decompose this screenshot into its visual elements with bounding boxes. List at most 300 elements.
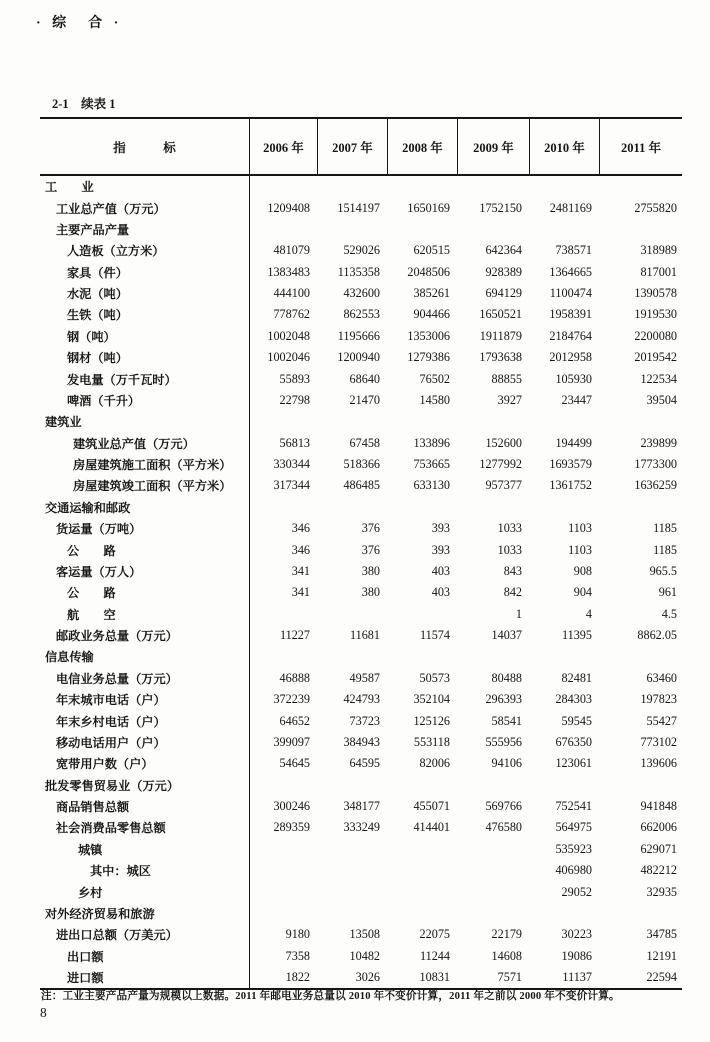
table-row [40,262,682,283]
value-cell: 139606 [640,756,677,771]
value-cell: 1 [515,606,522,621]
value-cell: 1752150 [479,200,522,215]
value-cell: 444100 [273,286,310,301]
value-cell: 317344 [273,478,310,493]
value-cell [530,219,600,240]
value-cell [530,176,600,197]
table-row [40,625,682,646]
value-cell: 80488 [491,670,522,685]
value-cell: 194499 [555,435,592,450]
row-label: 宽带用户数（户） [40,753,250,774]
header-year-cell: 2011 年 [621,140,661,155]
row-label: 城镇 [40,839,250,860]
value-cell: 10831 [419,970,450,985]
value-cell: 1103 [568,542,592,557]
value-cell [318,497,388,518]
value-cell [250,411,318,432]
value-cell: 1364665 [549,264,592,279]
value-cell: 341 [291,585,310,600]
value-cell [388,839,458,860]
value-cell [458,839,530,860]
value-cell: 961 [658,585,677,600]
row-label: 对外经济贸易和旅游 [40,903,250,924]
value-cell: 2200080 [634,328,677,343]
value-cell: 1209408 [267,200,310,215]
value-cell [458,775,530,796]
table-row [40,368,682,389]
value-cell: 22798 [279,392,310,407]
header-year-cell: 2008 年 [388,119,458,174]
value-cell: 564975 [555,820,592,835]
table-row [40,240,682,261]
table-row [40,561,682,582]
table-row [40,881,682,902]
value-cell [318,860,388,881]
value-cell: 82006 [419,756,450,771]
value-cell: 2048506 [407,264,450,279]
table-body [40,176,682,988]
value-cell: 300246 [273,799,310,814]
value-cell: 403 [431,563,450,578]
value-cell: 1033 [497,542,522,557]
table-row [40,347,682,368]
table-header [40,119,682,176]
value-cell [458,497,530,518]
value-cell: 30223 [561,927,592,942]
row-label: 人造板（立方米） [40,240,250,261]
value-cell: 88855 [491,371,522,386]
value-cell [250,604,318,625]
table-caption: 2-1 续表 1 [52,97,116,111]
value-cell: 1135358 [337,264,380,279]
value-cell [388,903,458,924]
value-cell [250,775,318,796]
value-cell: 122534 [640,371,677,386]
value-cell: 676350 [555,734,592,749]
row-label: 水泥（吨） [40,283,250,304]
value-cell: 1361752 [549,478,592,493]
value-cell [600,646,682,667]
value-cell [318,176,388,197]
value-cell: 1277992 [479,457,522,472]
row-label: 交通运输和邮政 [40,497,250,518]
value-cell: 56813 [279,435,310,450]
value-cell: 2019542 [634,350,677,365]
row-label: 公 路 [40,582,250,603]
value-cell: 58541 [491,713,522,728]
value-cell: 553118 [413,734,450,749]
value-cell: 843 [503,563,522,578]
value-cell: 403 [431,585,450,600]
row-label: 建筑业 [40,411,250,432]
value-cell: 778762 [273,307,310,322]
value-cell: 11395 [561,628,592,643]
table-row [40,796,682,817]
value-cell: 3927 [497,392,522,407]
value-cell [318,903,388,924]
table-row [40,689,682,710]
table-row [40,604,682,625]
table-row [40,860,682,881]
value-cell: 384943 [343,734,380,749]
table-row [40,839,682,860]
row-label: 乡村 [40,881,250,902]
value-cell: 393 [431,521,450,536]
value-cell: 4 [585,606,592,621]
value-cell: 9180 [285,927,310,942]
row-label: 其中：城区 [40,860,250,881]
row-label: 房屋建筑施工面积（平方米） [40,454,250,475]
value-cell: 752541 [555,799,592,814]
row-label: 工业总产值（万元） [40,197,250,218]
value-cell: 289359 [273,820,310,835]
value-cell [458,860,530,881]
value-cell: 1822 [285,970,310,985]
value-cell: 662006 [640,820,677,835]
value-cell: 518366 [343,457,380,472]
value-cell [600,411,682,432]
value-cell: 94106 [491,756,522,771]
value-cell: 1773300 [634,457,677,472]
row-label: 信息传输 [40,646,250,667]
value-cell: 76502 [419,371,450,386]
table-row [40,967,682,988]
row-label: 房屋建筑竣工面积（平方米） [40,475,250,496]
row-label: 年末乡村电话（户） [40,710,250,731]
table-row [40,475,682,496]
row-label: 进出口总额（万美元） [40,924,250,945]
value-cell: 14608 [491,948,522,963]
value-cell: 55893 [279,371,310,386]
table-row [40,582,682,603]
row-label: 发电量（万千瓦时） [40,368,250,389]
row-label: 商品销售总额 [40,796,250,817]
value-cell: 904 [573,585,592,600]
page-number: 8 [40,1005,47,1020]
value-cell: 1103 [568,521,592,536]
value-cell: 1353006 [407,328,450,343]
value-cell: 620515 [413,243,450,258]
value-cell: 535923 [555,841,592,856]
value-cell [388,881,458,902]
value-cell: 1650169 [407,200,450,215]
value-cell [388,411,458,432]
value-cell: 1793638 [479,350,522,365]
value-cell: 73723 [349,713,380,728]
value-cell: 1383483 [267,264,310,279]
value-cell: 22075 [419,927,450,942]
value-cell: 3026 [355,970,380,985]
value-cell: 64652 [279,713,310,728]
value-cell: 284303 [555,692,592,707]
value-cell: 372239 [273,692,310,707]
value-cell: 123061 [555,756,592,771]
value-cell [530,497,600,518]
value-cell: 11244 [419,948,450,963]
value-cell: 482212 [640,863,677,878]
value-cell [600,775,682,796]
value-cell [250,176,318,197]
value-cell [250,646,318,667]
value-cell [318,881,388,902]
value-cell: 555956 [485,734,522,749]
value-cell [458,903,530,924]
value-cell: 406980 [555,863,592,878]
value-cell: 817001 [640,264,677,279]
row-label: 客运量（万人） [40,561,250,582]
value-cell: 11137 [562,970,592,985]
value-cell: 46888 [279,670,310,685]
value-cell [318,646,388,667]
value-cell: 376 [361,542,380,557]
value-cell: 1514197 [337,200,380,215]
row-label: 进口额 [40,967,250,988]
table-row [40,817,682,838]
category-header: · 综 合 · [36,16,123,31]
row-label: 出口额 [40,946,250,967]
table-row [40,539,682,560]
value-cell: 32935 [646,884,677,899]
value-cell: 68640 [349,371,380,386]
value-cell: 1911879 [479,328,522,343]
value-cell: 63460 [646,670,677,685]
value-cell: 7358 [285,948,310,963]
value-cell [250,219,318,240]
row-label: 年末城市电话（户） [40,689,250,710]
value-cell [318,775,388,796]
value-cell: 7571 [497,970,522,985]
value-cell: 11574 [419,628,450,643]
value-cell [318,839,388,860]
value-cell [388,646,458,667]
value-cell: 928389 [485,264,522,279]
value-cell: 1100474 [549,286,592,301]
value-cell [530,411,600,432]
value-cell: 318989 [640,243,677,258]
value-cell: 133896 [413,435,450,450]
header-year-cell: 2010 年 [530,119,600,174]
value-cell: 486485 [343,478,380,493]
value-cell [250,903,318,924]
value-cell: 19086 [561,948,592,963]
value-cell: 11681 [349,628,380,643]
value-cell: 1185 [653,542,677,557]
value-cell: 67458 [349,435,380,450]
value-cell: 941848 [640,799,677,814]
value-cell: 1200940 [337,350,380,365]
value-cell: 49587 [349,670,380,685]
value-cell: 414401 [413,820,450,835]
value-cell: 529026 [343,243,380,258]
value-cell [250,881,318,902]
table-row [40,668,682,689]
value-cell: 10482 [349,948,380,963]
value-cell: 957377 [485,478,522,493]
value-cell: 1693579 [549,457,592,472]
value-cell: 1195666 [337,328,380,343]
value-cell [600,176,682,197]
value-cell: 14037 [491,628,522,643]
value-cell: 333249 [343,820,380,835]
value-cell: 22179 [491,927,522,942]
value-cell: 455071 [413,799,450,814]
value-cell [600,903,682,924]
value-cell: 399097 [273,734,310,749]
value-cell: 39504 [646,392,677,407]
value-cell [388,497,458,518]
table-row [40,924,682,945]
table-row [40,411,682,432]
value-cell: 341 [291,563,310,578]
value-cell [458,219,530,240]
value-cell: 862553 [343,307,380,322]
value-cell [318,411,388,432]
value-cell: 22594 [646,970,677,985]
row-label: 钢（吨） [40,326,250,347]
value-cell [250,497,318,518]
value-cell: 642364 [485,243,522,258]
value-cell: 352104 [413,692,450,707]
value-cell [530,775,600,796]
value-cell [318,604,388,625]
row-label: 批发零售贸易业（万元） [40,775,250,796]
value-cell: 738571 [555,243,592,258]
value-cell [458,411,530,432]
value-cell: 842 [503,585,522,600]
value-cell: 23447 [561,392,592,407]
value-cell: 1650521 [479,307,522,322]
table-row [40,219,682,240]
row-label: 移动电话用户（户） [40,732,250,753]
value-cell: 346 [291,542,310,557]
value-cell: 424793 [343,692,380,707]
row-label: 主要产品产量 [40,219,250,240]
value-cell: 14580 [419,392,450,407]
table-note: 注：工业主要产品产量为规模以上数据。2011 年邮电业务总量以 2010 年不变价计算，2011 年之前以 2000 年不变价计算。 [41,991,620,1002]
value-cell: 8862.05 [637,628,677,643]
value-cell: 50573 [419,670,450,685]
value-cell: 380 [361,585,380,600]
value-cell: 376 [361,521,380,536]
value-cell: 55427 [646,713,677,728]
value-cell: 197823 [640,692,677,707]
value-cell: 476580 [485,820,522,835]
row-label: 工 业 [40,176,250,197]
row-label: 公 路 [40,539,250,560]
value-cell [388,604,458,625]
row-label: 邮政业务总量（万元） [40,625,250,646]
value-cell: 569766 [485,799,522,814]
value-cell [530,646,600,667]
table-row [40,753,682,774]
table-row [40,646,682,667]
table-row [40,454,682,475]
table-row [40,176,682,197]
value-cell [388,775,458,796]
value-cell: 12191 [646,948,677,963]
value-cell: 1279386 [407,350,450,365]
value-cell: 629071 [640,841,677,856]
value-cell: 694129 [485,286,522,301]
table-row [40,732,682,753]
table-row [40,304,682,325]
table-row [40,903,682,924]
value-cell: 2481169 [549,200,592,215]
table-row [40,283,682,304]
value-cell: 239899 [640,435,677,450]
value-cell [458,881,530,902]
value-cell: 1958391 [549,307,592,322]
value-cell [388,219,458,240]
value-cell: 296393 [485,692,522,707]
header-year-cell: 2006 年 [250,119,318,174]
value-cell: 54645 [279,756,310,771]
value-cell: 908 [573,563,592,578]
table-row [40,497,682,518]
value-cell: 59545 [561,713,592,728]
row-label: 电信业务总量（万元） [40,668,250,689]
value-cell: 1919530 [634,307,677,322]
table-row [40,197,682,218]
value-cell: 64595 [349,756,380,771]
value-cell: 1390578 [634,286,677,301]
value-cell: 1636259 [634,478,677,493]
value-cell: 2755820 [634,200,677,215]
value-cell [458,176,530,197]
row-label: 钢材（吨） [40,347,250,368]
row-label: 生铁（吨） [40,304,250,325]
value-cell [530,903,600,924]
value-cell: 904466 [413,307,450,322]
table-row [40,775,682,796]
value-cell: 633130 [413,478,450,493]
value-cell: 330344 [273,457,310,472]
value-cell: 1002046 [267,350,310,365]
value-cell: 4.5 [661,606,677,621]
value-cell: 773102 [640,734,677,749]
value-cell: 432600 [343,286,380,301]
value-cell [250,839,318,860]
value-cell: 753665 [413,457,450,472]
row-label: 货运量（万吨） [40,518,250,539]
table-row [40,326,682,347]
value-cell [318,219,388,240]
header-year-cell: 2009 年 [458,119,530,174]
value-cell: 2012958 [549,350,592,365]
value-cell: 1033 [497,521,522,536]
value-cell [600,219,682,240]
value-cell: 348177 [343,799,380,814]
value-cell [250,860,318,881]
row-label: 啤酒（千升） [40,390,250,411]
value-cell: 346 [291,521,310,536]
value-cell: 393 [431,542,450,557]
value-cell [458,646,530,667]
value-cell [600,497,682,518]
value-cell [388,860,458,881]
value-cell: 11227 [279,628,310,643]
table-row [40,946,682,967]
value-cell [388,176,458,197]
table-row [40,710,682,731]
table-row [40,433,682,454]
value-cell: 125126 [413,713,450,728]
value-cell: 21470 [349,392,380,407]
value-cell: 13508 [349,927,380,942]
value-cell: 380 [361,563,380,578]
value-cell: 105930 [555,371,592,386]
value-cell: 82481 [561,670,592,685]
